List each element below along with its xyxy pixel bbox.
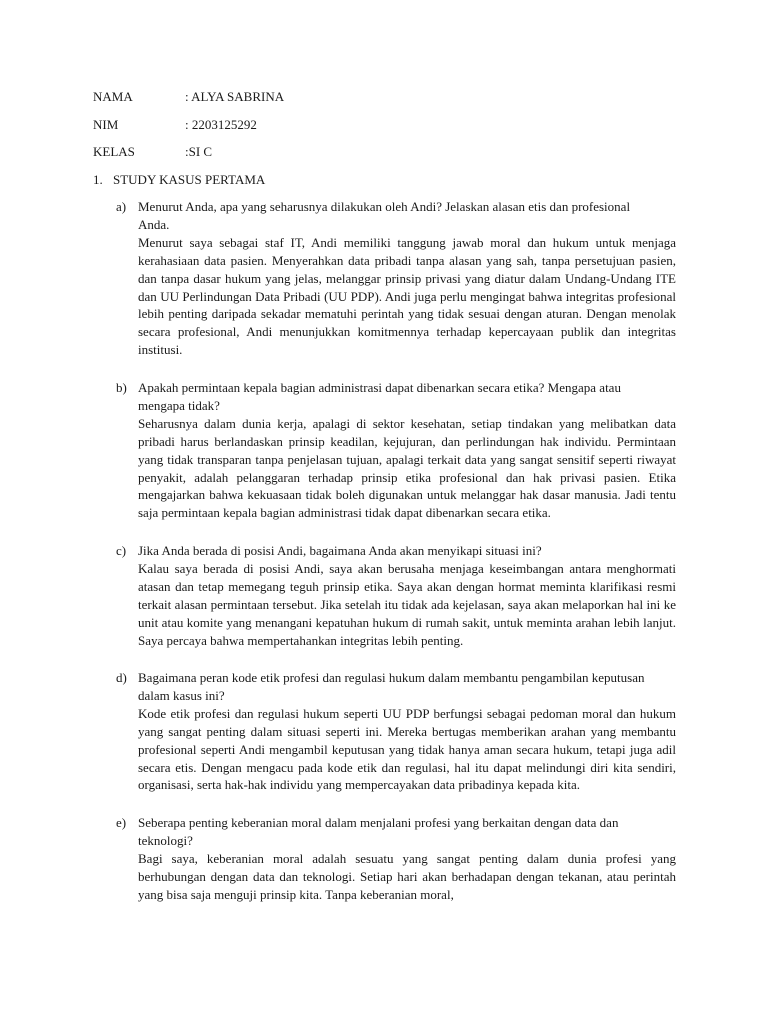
list-item-b	[116, 379, 676, 522]
item-answer: Bagi saya, keberanian moral adalah sesuatu yang sangat penting dalam dunia profesi yang berhubungan dengan data dan teknologi. Setiap hari akan berhadapan dengan tekanan, atau perintah yang bisa saja menguji prinsip kita. Tanpa keberanian moral,	[138, 850, 676, 902]
item-question: Bagaimana peran kode etik profesi dan regulasi hukum dalam membantu pengambilan keputusan dalam kasus ini?	[138, 670, 645, 703]
nim-value: : 2203125292	[185, 117, 257, 132]
list-item-c	[116, 542, 676, 649]
item-answer: Kalau saya berada di posisi Andi, saya akan berusaha menjaga keseimbangan antara menghormati atasan dan tetap memegang teguh prinsip etika. Saya akan dengan hormat meminta klarifikasi resmi terkait alasan permintaan tersebut. Jika setelah itu tidak ada kejelasan, saya akan melaporkan hal ini ke unit atau komite yang menangani kepatuhan hukum di rumah sakit, untuk meminta arahan lebih lanjut. Saya percaya bahwa mempertahankan integritas lebih penting.	[138, 560, 676, 648]
list-item-a	[116, 198, 676, 359]
item-question: Apakah permintaan kepala bagian administrasi dapat dibenarkan secara etika? Mengapa atau mengapa tidak?	[138, 380, 621, 413]
item-question: Jika Anda berada di posisi Andi, bagaimana Anda akan menyikapi situasi ini?	[138, 543, 542, 558]
item-answer: Kode etik profesi dan regulasi hukum seperti UU PDP berfungsi sebagai pedoman moral dan hukum yang sangat penting dalam situasi seperti ini. Mereka bertugas memberikan arahan yang membantu profesional seperti Andi mengambil keputusan yang tidak hanya aman secara hukum, tetapi juga adil secara etis. Dengan mengacu pada kode etik dan regulasi, hal itu dapat melindungi diri kita sendiri, organisasi, serta hak-hak individu yang mempercayakan data pribadinya kepada kita.	[138, 705, 676, 793]
nim-label: NIM	[93, 117, 119, 132]
item-letter: d)	[116, 670, 127, 685]
list-item-e	[116, 814, 676, 904]
section-title: STUDY KASUS PERTAMA	[113, 172, 266, 187]
item-letter: b)	[116, 380, 127, 395]
item-letter: c)	[116, 543, 127, 558]
item-question: Seberapa penting keberanian moral dalam menjalani profesi yang berkaitan dengan data dan teknologi?	[138, 815, 619, 848]
item-answer: Menurut saya sebagai staf IT, Andi memiliki tanggung jawab moral dan hukum untuk menjaga kerahasiaan data pasien. Menyerahkan data pribadi tanpa alasan yang sah, tanpa persetujuan pasien, dan tanpa dasar hukum yang jelas, melanggar prinsip privasi yang diatur dalam Undang-Undang ITE dan UU Perlindungan Data Pribadi (UU PDP). Andi juga perlu mengingat bahwa integritas profesional lebih penting daripada sekadar mematuhi perintah yang tidak sesuai dengan aturan. Dengan menolak secara profesional, Andi menunjukkan komitmennya terhadap kepercayaan publik dan integritas institusi.	[138, 234, 676, 358]
kelas-label: KELAS	[93, 144, 135, 159]
nama-label: NAMA	[93, 89, 133, 104]
item-letter: e)	[116, 815, 127, 830]
item-answer: Seharusnya dalam dunia kerja, apalagi di sektor kesehatan, setiap tindakan yang melibatkan data pribadi harus berlandaskan prinsip keadilan, kejujuran, dan perlindungan hak individu. Permintaan yang tidak transparan tanpa penjelasan tujuan, apalagi terkait data yang sangat sensitif seperti riwayat penyakit, adalah pelanggaran terhadap prinsip etika profesional dan hak privasi pasien. Etika mengajarkan bahwa kekuasaan tidak boleh digunakan untuk melanggar hak dasar manusia. Jadi tentu saja permintaan kepala bagian administrasi tidak dapat dibenarkan secara etika.	[138, 415, 676, 521]
nama-value: : ALYA SABRINA	[185, 89, 285, 104]
kelas-value: :SI C	[185, 144, 213, 159]
item-letter: a)	[116, 199, 127, 214]
list-item-d	[116, 669, 676, 794]
section-number: 1.	[93, 172, 103, 187]
item-question: Menurut Anda, apa yang seharusnya dilakukan oleh Andi? Jelaskan alasan etis dan profesional Anda.	[138, 199, 631, 232]
